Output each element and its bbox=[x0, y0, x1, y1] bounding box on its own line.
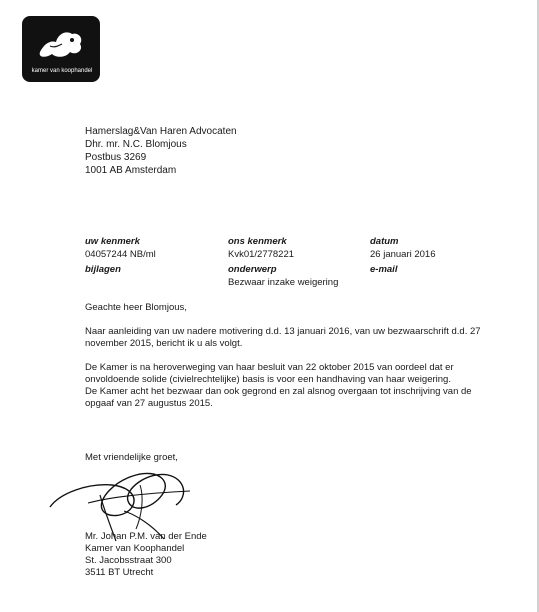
email-label: e-mail bbox=[370, 264, 398, 275]
ons-kenmerk-label: ons kenmerk bbox=[228, 236, 287, 247]
salutation: Geachte heer Blomjous, bbox=[85, 302, 187, 313]
sender-street: St. Jacobsstraat 300 bbox=[85, 555, 172, 566]
kvk-logo bbox=[22, 16, 100, 82]
sender-organisation: Kamer van Koophandel bbox=[85, 543, 185, 554]
recipient-address bbox=[85, 125, 237, 177]
paragraph-2 bbox=[85, 362, 472, 410]
onderwerp-value: Bezwaar inzake weigering bbox=[228, 277, 339, 288]
uw-kenmerk-value: 04057244 NB/ml bbox=[85, 249, 156, 260]
sender-name: Mr. Johan P.M. van der Ende bbox=[85, 531, 207, 542]
closing-greeting: Met vriendelijke groet, bbox=[85, 452, 178, 463]
paragraph-1-line: Naar aanleiding van uw nadere motivering d.d. 13 januari 2016, van uw bezwaarschrift d.d. 27 bbox=[85, 326, 481, 337]
recipient-city: 1001 AB Amsterdam bbox=[85, 165, 177, 176]
ons-kenmerk-value: Kvk01/2778221 bbox=[228, 249, 295, 260]
datum-label: datum bbox=[370, 236, 399, 247]
datum-value: 26 januari 2016 bbox=[370, 249, 436, 260]
onderwerp-label: onderwerp bbox=[228, 264, 277, 275]
paragraph-1-line: november 2015, bericht ik u als volgt. bbox=[85, 338, 243, 349]
paragraph-2-line: onvoldoende solide (civielrechtelijke) basis is voor een handhaving van haar weigering. bbox=[85, 374, 451, 385]
logo-wordmark: kamer van koophandel bbox=[31, 68, 93, 74]
sender-block bbox=[85, 531, 207, 579]
paragraph-1 bbox=[85, 326, 481, 350]
recipient-firm: Hamerslag&Van Haren Advocaten bbox=[85, 126, 237, 137]
logo-emblem-icon bbox=[36, 24, 86, 66]
uw-kenmerk-label: uw kenmerk bbox=[85, 236, 140, 247]
sender-city: 3511 BT Utrecht bbox=[85, 567, 154, 578]
handwritten-signature bbox=[40, 445, 210, 545]
paragraph-2-line: opgaaf van 27 augustus 2015. bbox=[85, 398, 213, 409]
recipient-name: Dhr. mr. N.C. Blomjous bbox=[85, 139, 187, 150]
paragraph-2-line: De Kamer acht het bezwaar dan ook gegrond en zal alsnog overgaan tot inschrijving van de bbox=[85, 386, 472, 397]
paragraph-2-line: De Kamer is na heroverweging van haar besluit van 22 oktober 2015 van oordeel dat er bbox=[85, 362, 454, 373]
bijlagen-label: bijlagen bbox=[85, 264, 121, 275]
recipient-postbox: Postbus 3269 bbox=[85, 152, 147, 163]
